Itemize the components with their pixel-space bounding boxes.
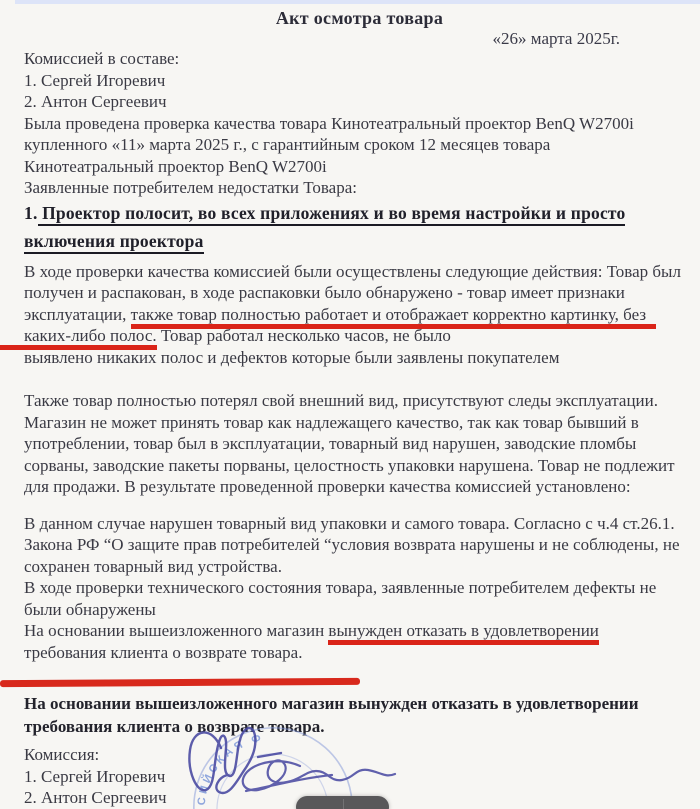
text-segment: вынужден отказать в удовлетворении xyxy=(328,621,598,645)
doc-line xyxy=(24,455,695,477)
text-segment: выявлено никаких полос и дефектов которые были заявлены покупателем xyxy=(24,347,560,367)
doc-line xyxy=(24,113,695,135)
text-segment: купленного «11» марта 2025 г., с гарантийным сроком 12 месяцев товара xyxy=(24,135,551,154)
text-segment: включения проектора xyxy=(24,231,204,254)
text-segment: 1. Сергей Игоревич xyxy=(24,70,166,90)
text-segment: Заявленные потребителем недостатки Товара: xyxy=(24,178,357,197)
text-segment: 1. Сергей Игоревич xyxy=(24,766,166,786)
doc-line xyxy=(24,199,695,227)
document-date: «26» марта 2025г. xyxy=(492,29,620,48)
text-segment: сохранен товарный вид устройства. xyxy=(24,556,282,576)
text-segment: получен и распакован, в ходе распаковки было обнаружено - товар имеет признаки xyxy=(24,283,625,302)
svg-text:СИЙСКАЯ Ф: СИЙСКАЯ Ф xyxy=(195,731,266,806)
doc-line xyxy=(24,744,695,766)
doc-line xyxy=(24,412,695,434)
text-segment: Кинотеатральный проектор BenQ W2700i xyxy=(24,156,327,176)
doc-line xyxy=(24,620,695,642)
text-segment: были обнаружены xyxy=(24,599,156,619)
doc-line xyxy=(24,91,695,113)
doc-line xyxy=(24,692,695,715)
text-segment: Магазин не может принять товар как надлежащего качество, так как товар бывший в xyxy=(24,412,639,432)
doc-line xyxy=(24,156,695,178)
doc-line xyxy=(24,134,695,156)
blank-line xyxy=(24,368,695,390)
text-segment: Комиссией в составе: xyxy=(24,49,180,68)
doc-line xyxy=(24,534,695,556)
text-segment: 2. Антон Сергеевич xyxy=(24,92,167,111)
red-marker-divider xyxy=(0,678,360,687)
doc-line xyxy=(24,577,695,599)
doc-line xyxy=(24,513,695,535)
text-segment: также товар полностью работает и отображает корректно картинку, без xyxy=(131,305,656,329)
text-segment: каких-либо полос. xyxy=(0,326,157,350)
doc-line xyxy=(24,304,695,326)
text-segment: Комиссия: xyxy=(24,745,100,764)
text-segment: эксплуатации, xyxy=(24,304,131,324)
text-segment: требования клиента о возврате товара. xyxy=(24,717,325,736)
doc-line xyxy=(24,766,695,788)
document-title: Акт осмотра товара xyxy=(275,8,444,28)
doc-line xyxy=(24,433,695,455)
doc-line xyxy=(24,556,695,578)
doc-line xyxy=(24,347,695,369)
text-segment: Товар работал несколько часов, не было xyxy=(156,326,451,345)
text-segment: Была проведена проверка качества товара Кинотеатральный проектор BenQ W2700i xyxy=(24,113,634,133)
doc-line xyxy=(24,715,695,738)
text-segment: В ходе проверки технического состояния товара, заявленные потребителем дефекты не xyxy=(24,578,657,597)
doc-line xyxy=(24,177,695,199)
viewer-overlay-button[interactable] xyxy=(296,796,389,809)
text-segment: В данном случае нарушен товарный вид упаковки и самого товара. Согласно с ч.4 ст.26.1. xyxy=(24,513,675,533)
doc-line xyxy=(24,282,695,304)
text-segment: В ходе проверки качества комиссией были осуществлены следующие действия: Товар был xyxy=(24,261,681,281)
doc-line xyxy=(24,70,695,92)
doc-line xyxy=(24,476,695,498)
doc-line xyxy=(24,227,695,255)
text-segment: На основании вышеизложенного магазин вынужден отказать в удовлетворении xyxy=(24,694,639,713)
text-segment: Также товар полностью потерял свой внешний вид, присутствуют следы эксплуатации. xyxy=(24,391,658,410)
text-segment: требования клиента о возврате товара. xyxy=(24,642,303,662)
document-lines xyxy=(24,48,695,809)
blank-line xyxy=(24,498,695,513)
doc-line xyxy=(24,390,695,412)
doc-line xyxy=(24,599,695,621)
text-segment: На основании вышеизложенного магазин xyxy=(24,621,329,640)
text-segment: Закона РФ “О защите прав потребителей “условия возврата нарушены и не соблюдены, не xyxy=(24,535,680,554)
text-segment: для продажи. В результате проведенной проверки качества комиссией установлено: xyxy=(24,477,631,496)
text-segment: сорваны, заводские пакеты порваны, целостность упаковки нарушена. Товар не подлежит xyxy=(24,455,675,475)
doc-line xyxy=(24,261,695,283)
pill-divider xyxy=(343,799,345,809)
text-segment: употреблении, товар был в эксплуатации, товарный вид нарушен, заводские пломбы xyxy=(24,434,637,453)
text-segment: Проектор полосит, во всех приложениях и во время настройки и просто xyxy=(38,203,626,226)
text-segment: 1. xyxy=(24,202,38,223)
doc-line xyxy=(24,48,695,70)
text-segment: 2. Антон Сергеевич xyxy=(24,788,167,807)
